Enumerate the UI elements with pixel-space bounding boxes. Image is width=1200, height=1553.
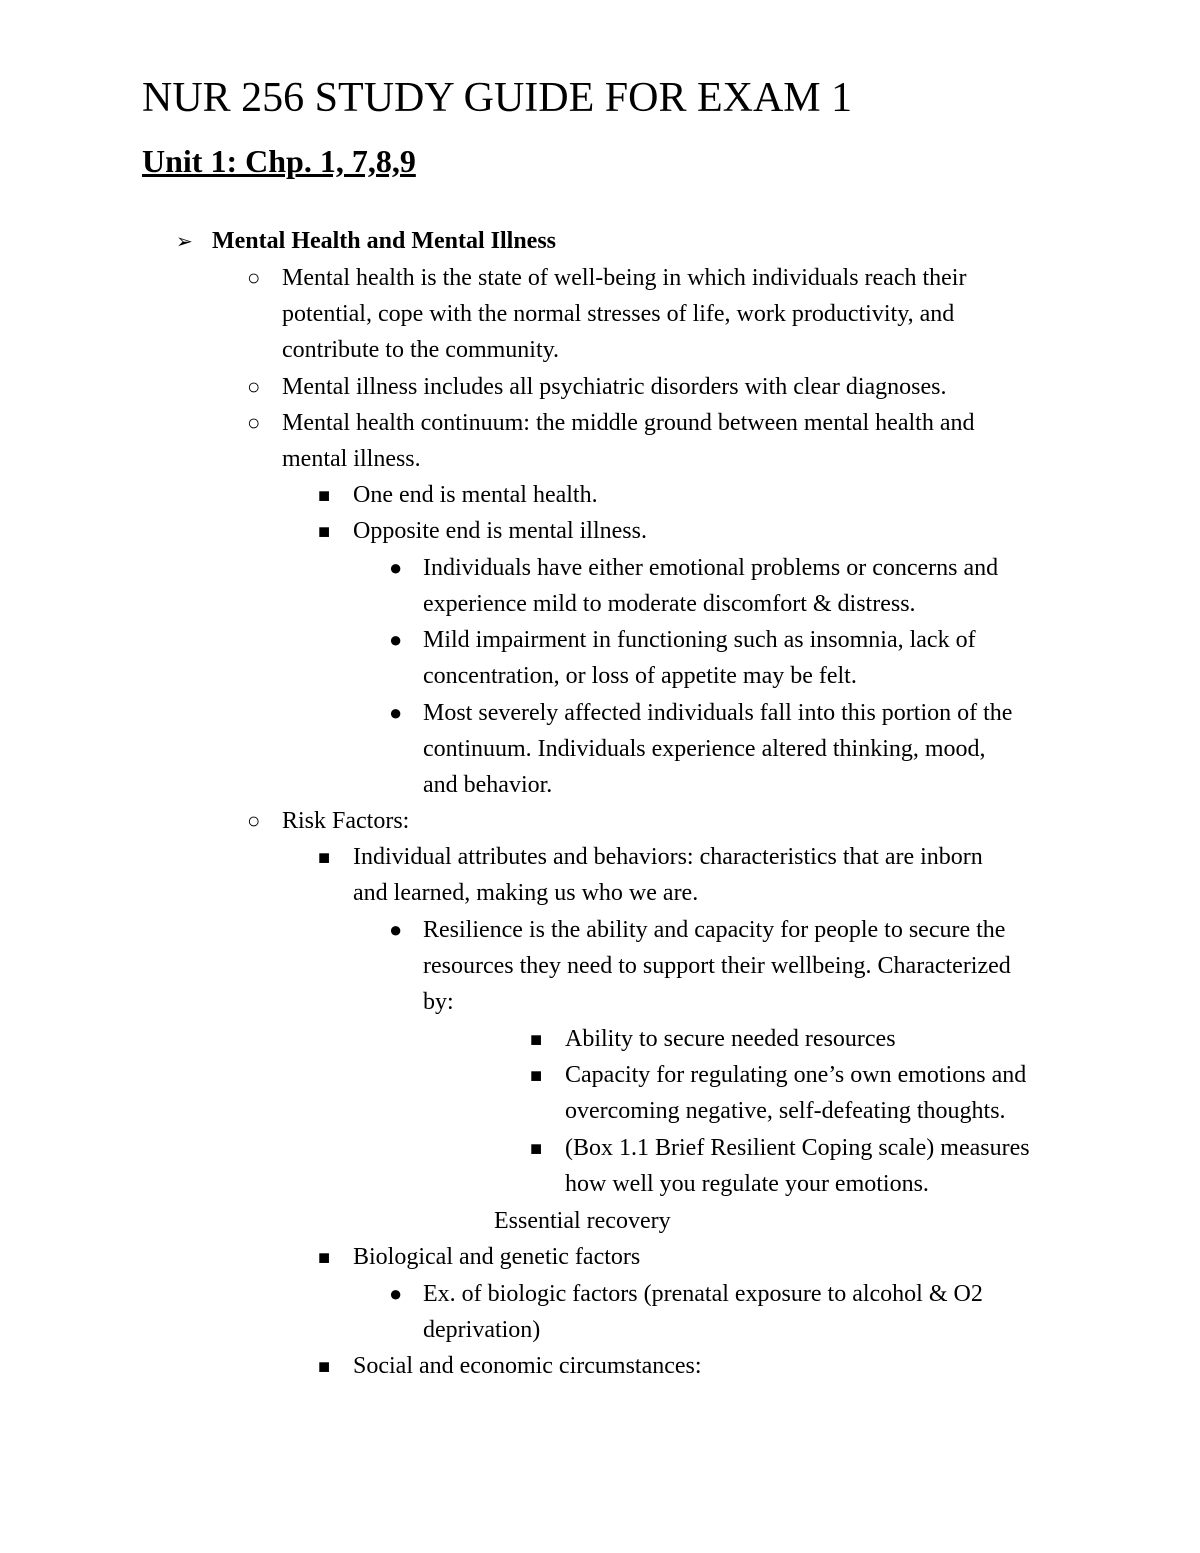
resilience-line: resources they need to support their wellbeing. Characterized bbox=[423, 953, 1011, 979]
continuum-end-mental-illness: Opposite end is mental illness. bbox=[353, 518, 647, 544]
resilience-characteristic-line: Capacity for regulating one’s own emotions and bbox=[565, 1062, 1027, 1088]
square-bullet-icon: ■ bbox=[318, 1247, 331, 1269]
mental-illness-point-line: continuum. Individuals experience altered thinking, mood, bbox=[423, 736, 986, 762]
resilience-characteristic-line: how well you regulate your emotions. bbox=[565, 1171, 929, 1197]
mental-illness-point-line: Most severely affected individuals fall into this portion of the bbox=[423, 700, 1013, 726]
social-economic-circumstances: Social and economic circumstances: bbox=[353, 1353, 702, 1379]
continuum-definition-line: Mental health continuum: the middle ground between mental health and bbox=[282, 410, 975, 436]
section-heading: Mental Health and Mental Illness bbox=[212, 228, 557, 254]
continuum-definition-line: mental illness. bbox=[282, 446, 421, 472]
individual-attributes-line: Individual attributes and behaviors: characteristics that are inborn bbox=[353, 844, 983, 870]
mental-illness-definition: Mental illness includes all psychiatric disorders with clear diagnoses. bbox=[282, 374, 947, 400]
mental-health-definition-line: potential, cope with the normal stresses of life, work productivity, and bbox=[282, 301, 955, 327]
document-title: NUR 256 STUDY GUIDE FOR EXAM 1 bbox=[142, 75, 853, 121]
dot-bullet-icon: ● bbox=[389, 627, 403, 652]
mental-illness-point-line: experience mild to moderate discomfort & distress. bbox=[423, 591, 916, 617]
circle-bullet-icon: ○ bbox=[247, 265, 261, 290]
individual-attributes-line: and learned, making us who we are. bbox=[353, 880, 699, 906]
unit-heading: Unit 1: Chp. 1, 7,8,9 bbox=[142, 143, 416, 179]
dot-bullet-icon: ● bbox=[389, 917, 403, 942]
resilience-characteristic-line: (Box 1.1 Brief Resilient Coping scale) measures bbox=[565, 1135, 1030, 1161]
resilience-characteristic: Ability to secure needed resources bbox=[565, 1026, 896, 1052]
mental-illness-point-line: and behavior. bbox=[423, 772, 553, 798]
square-bullet-icon: ■ bbox=[318, 485, 331, 507]
mental-illness-point-line: Mild impairment in functioning such as insomnia, lack of bbox=[423, 627, 976, 653]
resilience-characteristic-line: overcoming negative, self-defeating thoughts. bbox=[565, 1098, 1006, 1124]
square-bullet-icon: ■ bbox=[530, 1029, 543, 1051]
square-bullet-icon: ■ bbox=[530, 1138, 543, 1160]
resilience-line: Resilience is the ability and capacity for people to secure the bbox=[423, 917, 1006, 943]
dot-bullet-icon: ● bbox=[389, 700, 403, 725]
biologic-example-line: deprivation) bbox=[423, 1317, 541, 1343]
resilience-line: by: bbox=[423, 989, 454, 1015]
square-bullet-icon: ■ bbox=[318, 1356, 331, 1378]
square-bullet-icon: ■ bbox=[530, 1065, 543, 1087]
risk-factors-label: Risk Factors: bbox=[282, 808, 410, 834]
essential-recovery-note: Essential recovery bbox=[494, 1208, 671, 1234]
dot-bullet-icon: ● bbox=[389, 1281, 403, 1306]
square-bullet-icon: ■ bbox=[318, 521, 331, 543]
circle-bullet-icon: ○ bbox=[247, 374, 261, 399]
mental-illness-point-line: concentration, or loss of appetite may be felt. bbox=[423, 663, 857, 689]
biologic-example-line: Ex. of biologic factors (prenatal exposure to alcohol & O2 bbox=[423, 1281, 983, 1307]
arrow-bullet-icon: ➢ bbox=[176, 231, 193, 253]
biological-factors: Biological and genetic factors bbox=[353, 1244, 641, 1270]
dot-bullet-icon: ● bbox=[389, 555, 403, 580]
square-bullet-icon: ■ bbox=[318, 847, 331, 869]
mental-illness-point-line: Individuals have either emotional problems or concerns and bbox=[423, 555, 999, 581]
circle-bullet-icon: ○ bbox=[247, 808, 261, 833]
circle-bullet-icon: ○ bbox=[247, 410, 261, 435]
mental-health-definition-line: contribute to the community. bbox=[282, 337, 560, 363]
mental-health-definition-line: Mental health is the state of well-being in which individuals reach their bbox=[282, 265, 967, 291]
continuum-end-mental-health: One end is mental health. bbox=[353, 482, 598, 508]
